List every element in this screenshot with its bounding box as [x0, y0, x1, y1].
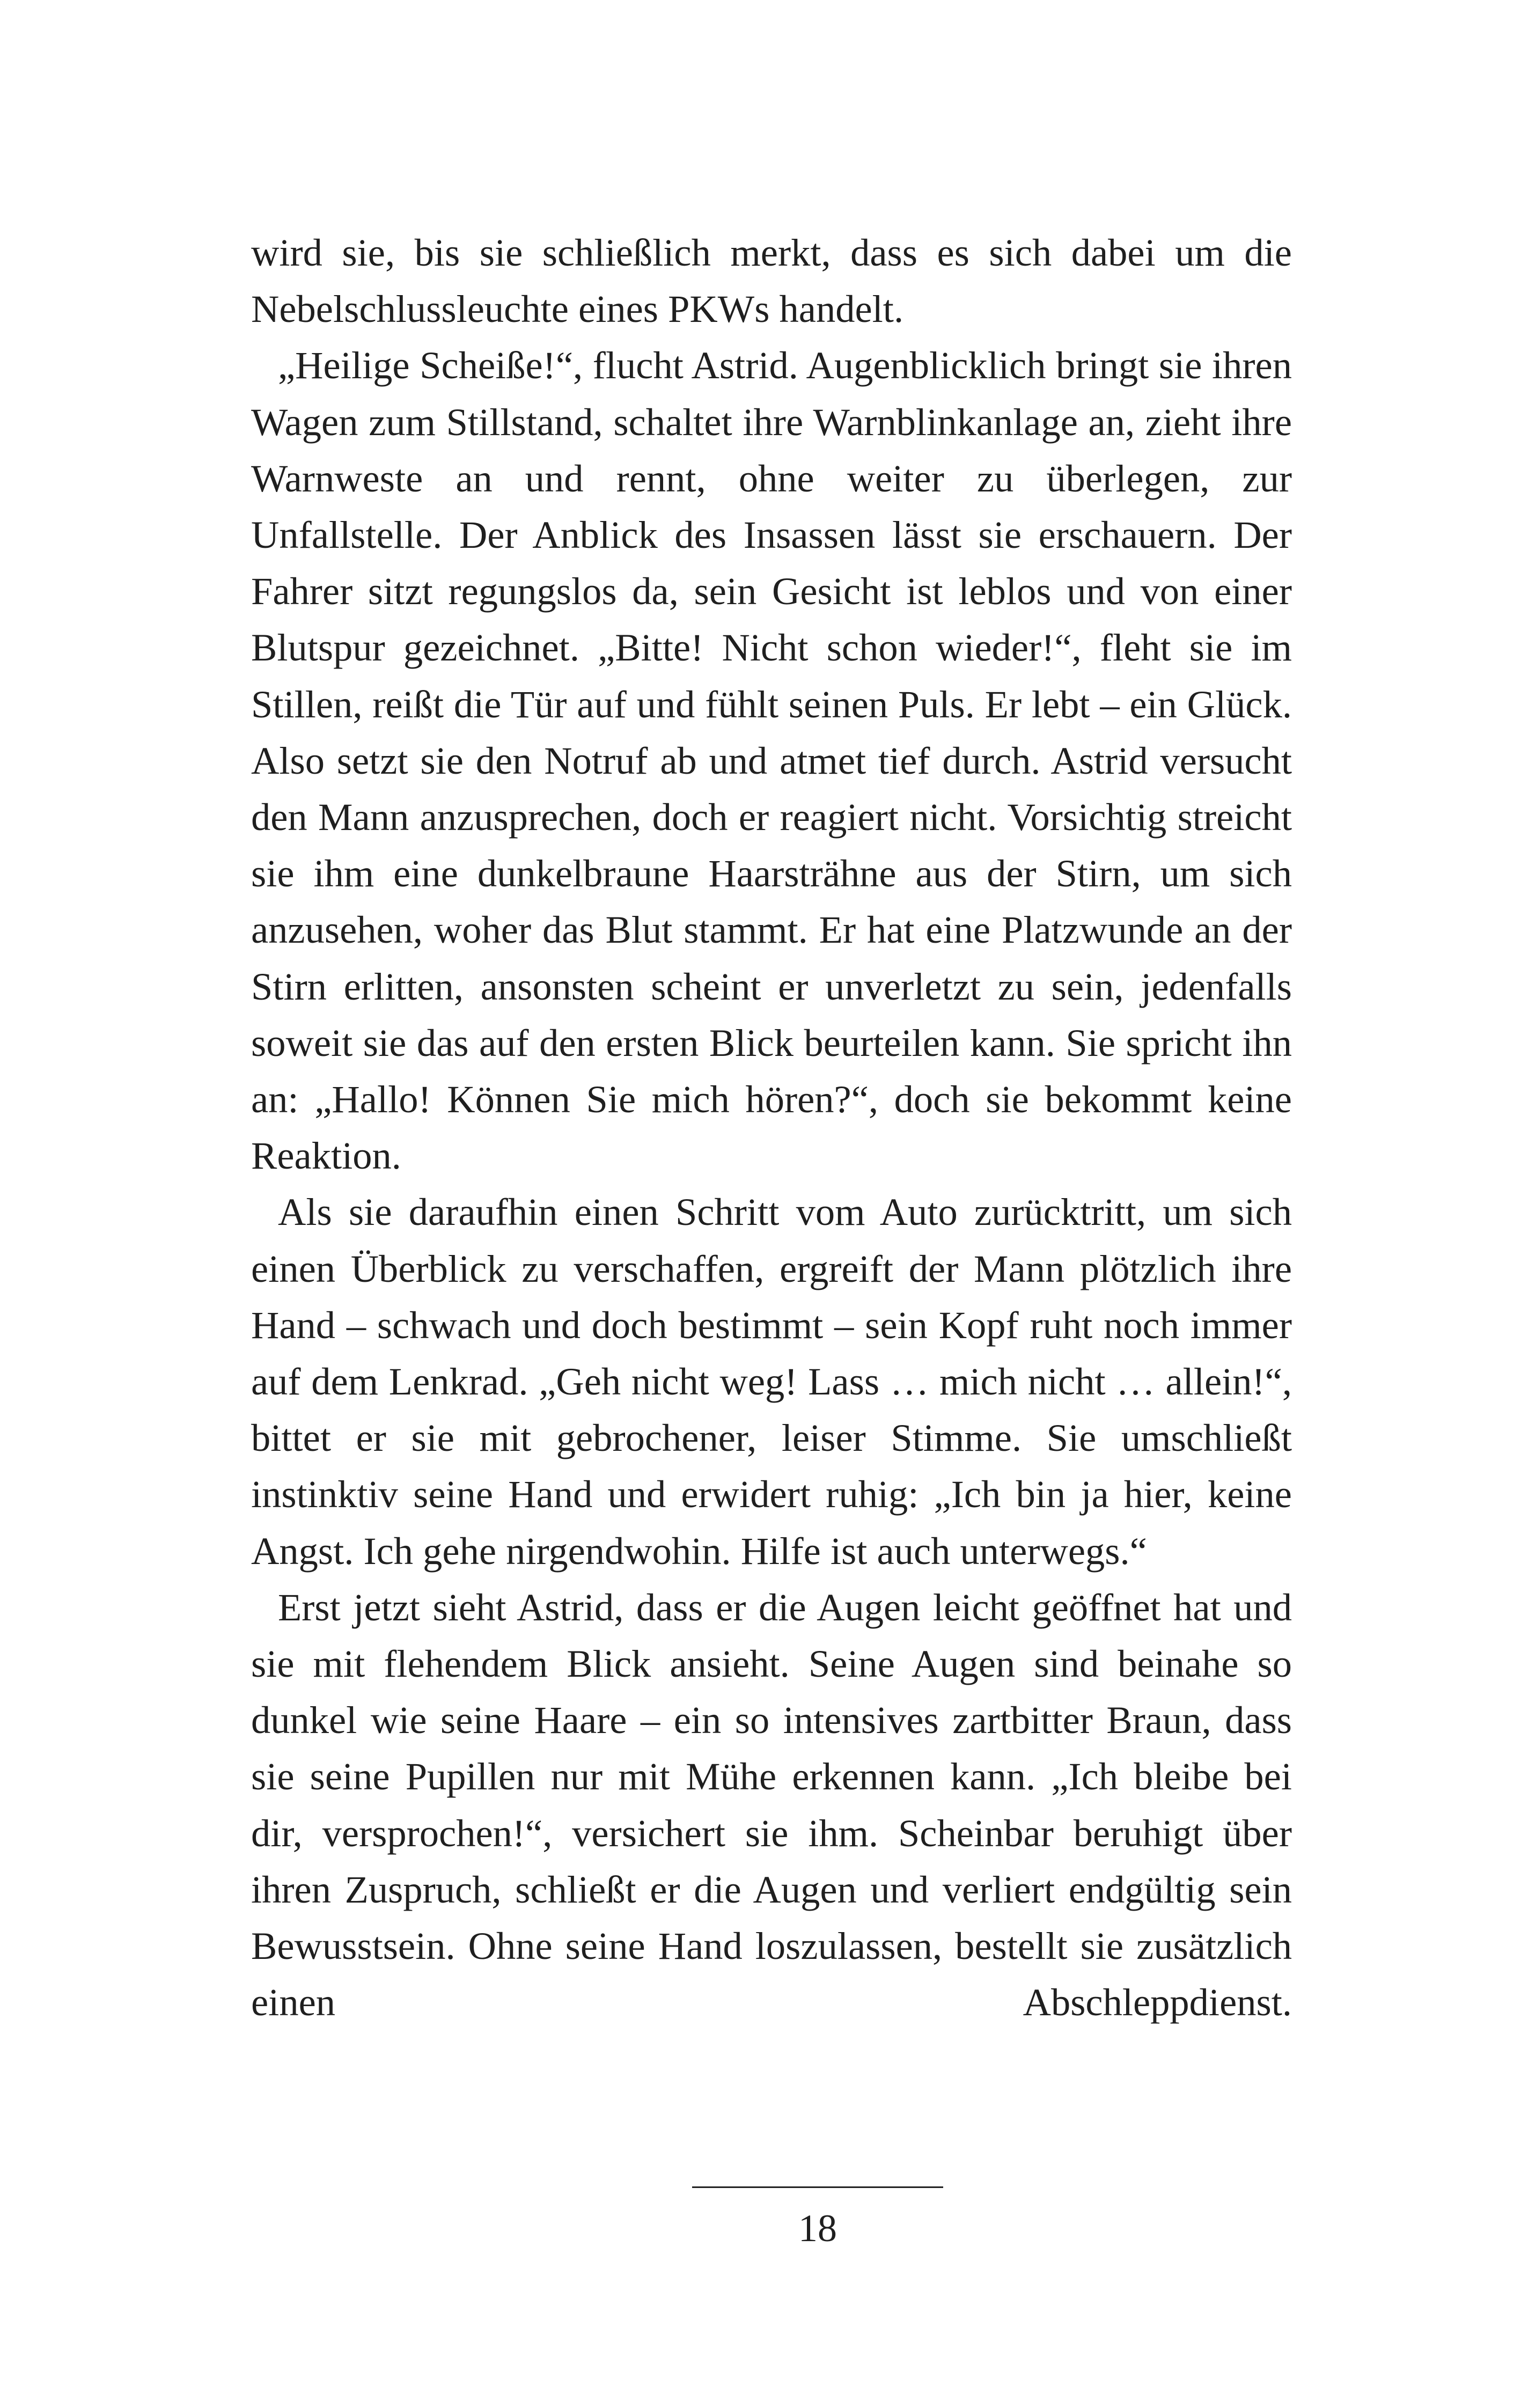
footer-divider [692, 2186, 943, 2188]
page-number: 18 [798, 2207, 837, 2250]
body-text [251, 224, 1292, 2031]
paragraph-eyes: Erst jetzt sieht Astrid, dass er die Augen leicht geöffnet hat und sie mit flehendem Blick ansieht. Seine Augen sind beinahe so dunkel wie seine Haare – ein so intensives zartbitter Braun, dass sie seine Pupillen nur mit Mühe erkennen kann. „Ich bleibe bei dir, versprochen!“, versichert sie ihm. Scheinbar beruhigt über ihren Zuspruch, schließt er die Augen und verliert endgültig sein Bewusstsein. Ohne seine Hand loszulassen, bestellt sie zusätzlich einen Abschleppdienst. [251, 1585, 1292, 2024]
paragraph-accident-scene: „Heilige Scheiße!“, flucht Astrid. Augenblicklich bringt sie ihren Wagen zum Stillstand, schaltet ihre Warnblinkanlage an, zieht ihre Warnweste an und rennt, ohne weiter zu überlegen, zur Unfallstelle. Der Anblick des Insassen lässt sie erschauern. Der Fahrer sitzt regungslos da, sein Gesicht ist leblos und von einer Blutspur gezeichnet. „Bitte! Nicht schon wieder!“, fleht sie im Stillen, reißt die Tür auf und fühlt seinen Puls. Er lebt – ein Glück. Also setzt sie den Notruf ab und atmet tief durch. Astrid versucht den Mann anzusprechen, doch er reagiert nicht. Vorsichtig streicht sie ihm eine dunkelbraune Haarsträhne aus der Stirn, um sich anzusehen, woher das Blut stammt. Er hat eine Platzwunde an der Stirn erlitten, ansonsten scheint er unverletzt zu sein, jedenfalls soweit sie das auf den ersten Blick beurteilen kann. Sie spricht ihn an: „Hallo! Können Sie mich hören?“, doch sie bekommt keine Reaktion. [251, 343, 1292, 1178]
paragraph-continued: wird sie, bis sie schließlich merkt, dass es sich dabei um die Nebelschlussleuchte eines PKWs handelt. [251, 231, 1292, 331]
paragraph-hand-grab: Als sie daraufhin einen Schritt vom Auto zurücktritt, um sich einen Überblick zu verschaffen, ergreift der Mann plötzlich ihre Hand – schwach und doch bestimmt – sein Kopf ruht noch immer auf dem Lenkrad. „Geh nicht weg! Lass … mich nicht … allein!“, bittet er sie mit gebrochener, leiser Stimme. Sie umschließt instinktiv seine Hand und erwidert ruhig: „Ich bin ja hier, keine Angst. Ich gehe nirgendwohin. Hilfe ist auch unterwegs.“ [251, 1190, 1292, 1573]
